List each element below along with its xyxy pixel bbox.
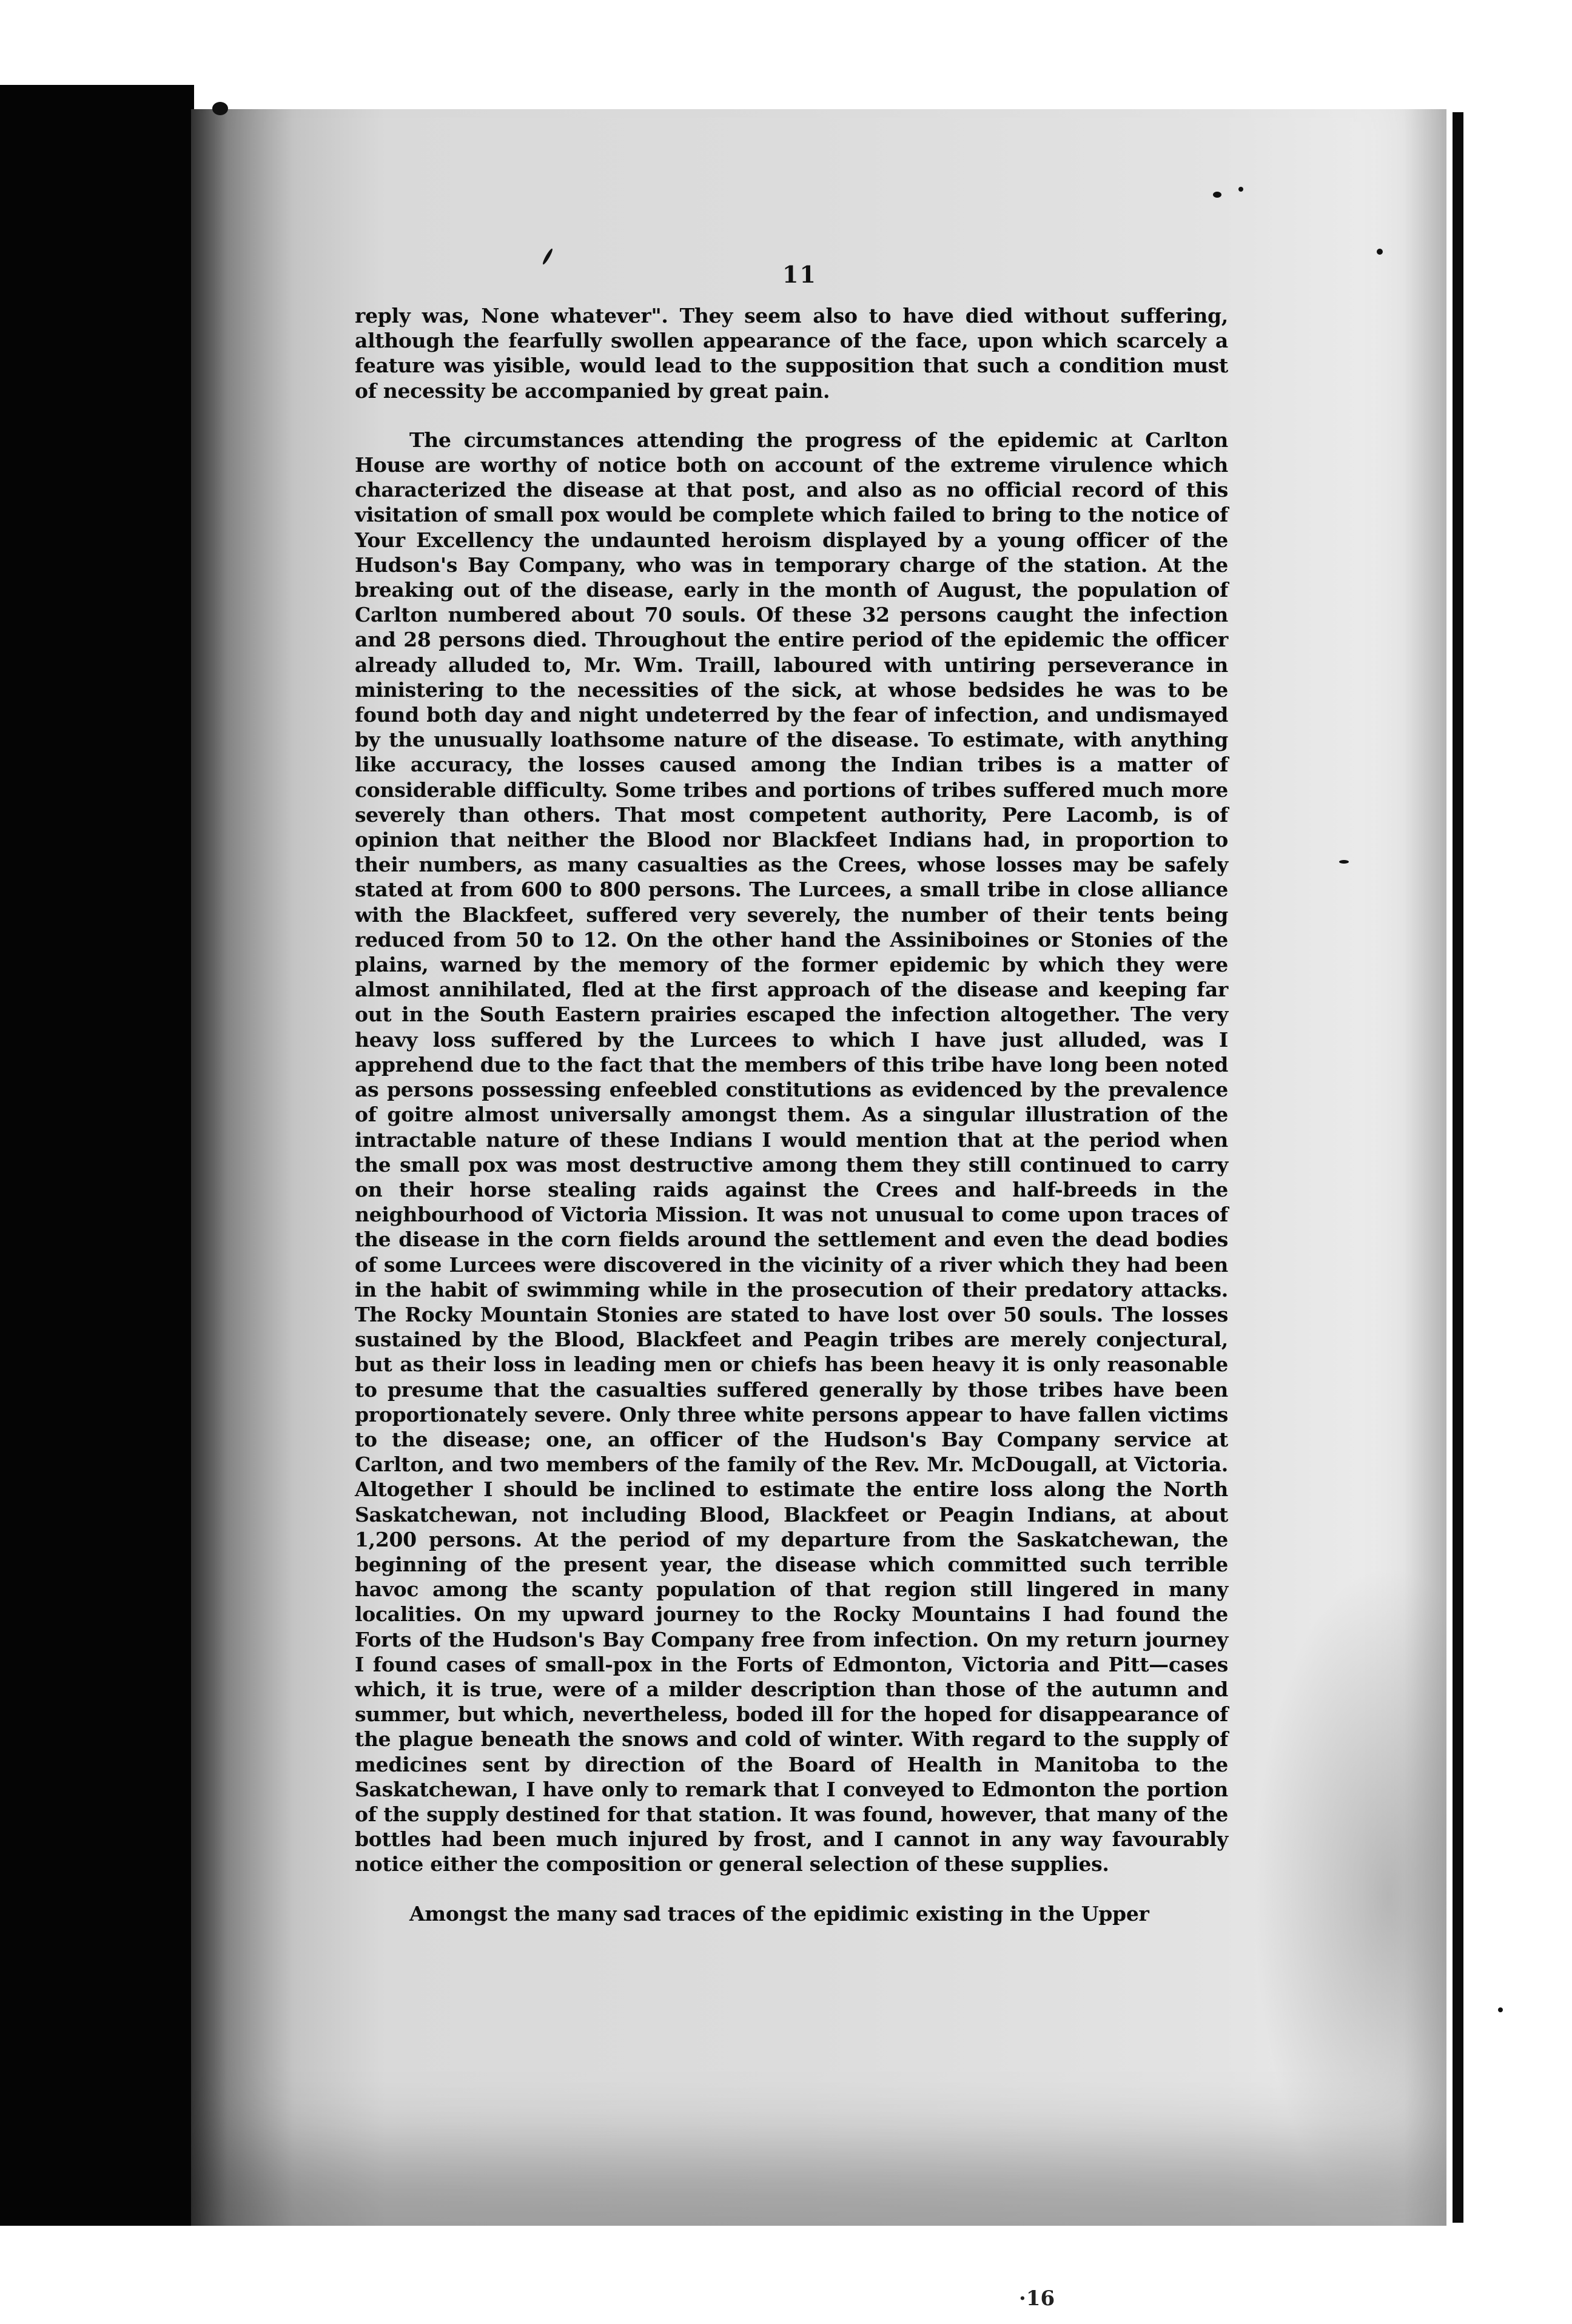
scan-speck xyxy=(212,102,228,115)
page-number: 11 xyxy=(782,261,817,288)
scan-speck xyxy=(1377,249,1383,255)
scan-speck xyxy=(1498,2007,1503,2012)
paragraph: Amongst the many sad traces of the epidimic existing in the Upper xyxy=(409,1901,1149,1926)
body-text xyxy=(355,303,1228,1926)
paragraph: reply was, None whatever". They seem also to have died without suffering, although the fearfully swollen appearance of the face, upon which scarcely a feature was yisible, would lead to the supposition that such a condition must of necessity be accompanied by great pain. xyxy=(355,304,1228,403)
binding-shadow xyxy=(0,85,194,2226)
scan-speck xyxy=(1213,192,1221,198)
scan-speck xyxy=(1238,187,1243,192)
footer-mark: ·16 xyxy=(1019,2286,1055,2311)
page-right-edge xyxy=(1453,112,1463,2223)
paragraph: The circumstances attending the progress of the epidemic at Carlton House are worthy of notice both on account of the extreme virulence which characterized the disease at that post, and also as no official record of this visitation of small pox would be complete which failed to bring to the notice of Your Excellency the undaunted heroism displayed by a young officer of the Hudson's Bay Company, who was in temporary charge of the station. At the breaking out of the disease, early in the month of August, the population of Carlton numbered about 70 souls. Of these 32 persons caught the infection and 28 persons died. Throughout the entire period of the epidemic the officer already alluded to, Mr. Wm. Traill, laboured with untiring perseverance in ministering to the necessities of the sick, at whose bedsides he was to be found both day and night undeterred by the fear of infection, and undismayed by the unusually loathsome nature of the disease. To estimate, with anything like accuracy, the losses caused among the Indian tribes is a matter of considerable difficulty. Some tribes and portions of tribes suffered much more severely than others. That most competent authority, Pere Lacomb, is of opinion that neither the Blood nor Blackfeet Indians had, in proportion to their numbers, as many casualties as the Crees, whose losses may be safely stated at from 600 to 800 persons. The Lurcees, a small tribe in close alliance with the Blackfeet, suffered very severely, the number of their tents being reduced from 50 to 12. On the other hand the Assiniboines or Stonies of the plains, warned by the memory of the former epidemic by which they were almost annihilated, fled at the first approach of the disease and keeping far out in the South Eastern prairies escaped the infection altogether. The very heavy loss suffered by the Lurcees to which I have just alluded, was I apprehend due to the fact that the members of this tribe have long been noted as persons possessing enfeebled constitutions as evidenced by the prevalence of goitre almost universally amongst them. As a singular illustration of the intractable nature of these Indians I would mention that at the period when the small pox was most destructive among them they still continued to carry on their horse stealing raids against the Crees and half-breeds in the neighbourhood of Victoria Mission. It was not unusual to come upon traces of the disease in the corn fields around the settlement and even the dead bodies of some Lurcees were discovered in the vicinity of a river which they had been in the habit of swimming while in the prosecution of their predatory attacks. The Rocky Mountain Stonies are stated to have lost over 50 souls. The losses sustained by the Blood, Blackfeet and Peagin tribes are merely conjectural, but as their loss in leading men or chiefs has been heavy it is only reasonable to presume that the casualties suffered generally by those tribes have been proportionately severe. Only three white persons appear to have fallen victims to the disease; one, an officer of the Hudson's Bay Company service at Carlton, and two members of the family of the Rev. Mr. McDougall, at Victoria. Altogether I should be inclined to estimate the entire loss along the North Saskatchewan, not including Blood, Blackfeet or Peagin Indians, at about 1,200 persons. At the period of my departure from the Saskatchewan, the beginning of the present year, the disease which committed such terrible havoc among the scanty population of that region still lingered in many localities. On my upward journey to the Rocky Mountains I had found the Forts of the Hudson's Bay Company free from infection. On my return journey I found cases of small-pox in the Forts of Edmonton, Victoria and Pitt—cases which, it is true, were of a milder description than those of the autumn and summer, but which, nevertheless, boded ill for the hoped for disappearance of the plague beneath the snows and cold of winter. With regard to the supply of medicines sent by direction of the Board of Health in Manitoba to the Saskatchewan, I have only to remark that I conveyed to Edmonton the portion of the supply destined for that station. It was found, however, that many of the bottles had been much injured by frost, and I cannot in any way favourably notice either the composition or general selection of these supplies. xyxy=(355,428,1228,1876)
scan-speck xyxy=(1339,860,1349,864)
